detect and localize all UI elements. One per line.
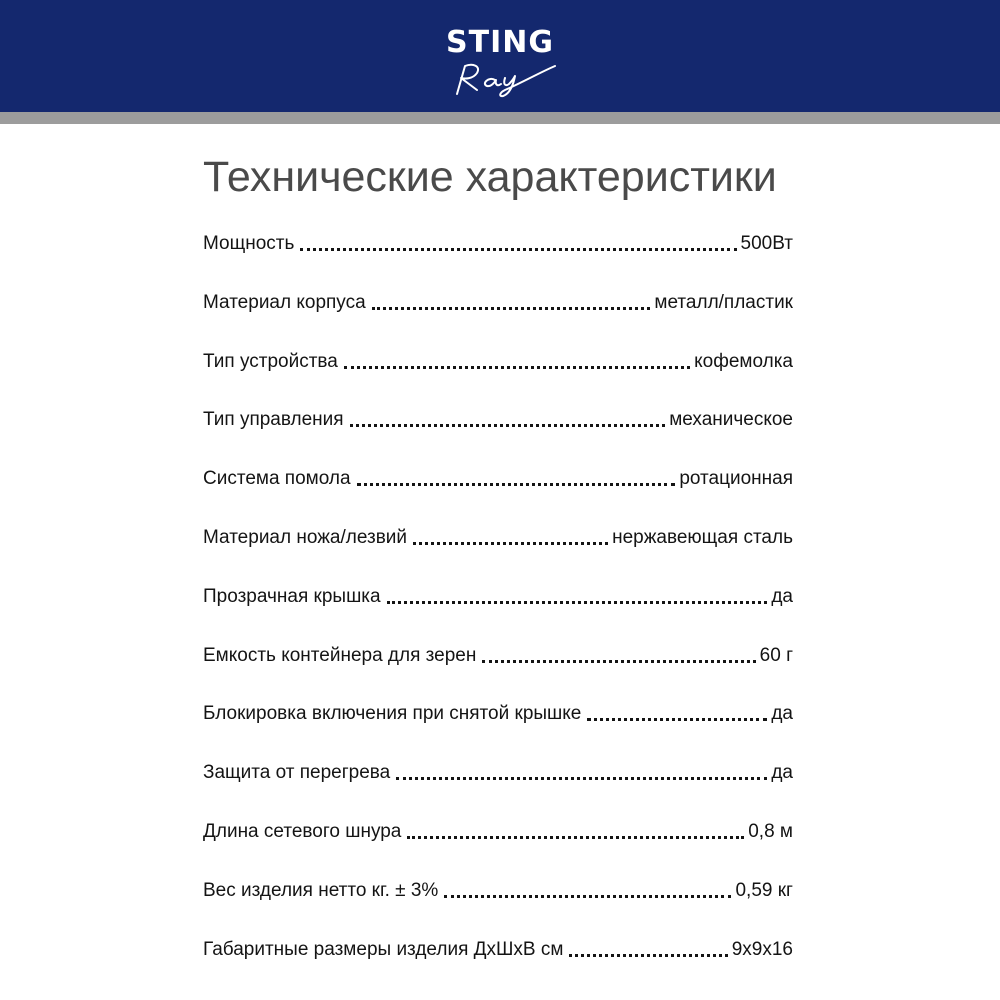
- spec-row: [203, 510, 793, 550]
- spec-row: [203, 334, 793, 374]
- spec-label: Защита от перегрева: [203, 762, 391, 784]
- spec-value: 60 г: [759, 644, 793, 666]
- spec-value: 0,8 м: [748, 821, 793, 842]
- dot-leader: [587, 718, 767, 721]
- dot-leader: [372, 307, 651, 310]
- spec-label: Блокировка включения при снятой крышке: [203, 703, 582, 725]
- spec-label: Прозрачная крышка: [203, 585, 381, 607]
- spec-row: [203, 745, 793, 785]
- spec-row: [203, 686, 793, 726]
- spec-label: Габаритные размеры изделия ДхШхВ см: [203, 938, 564, 960]
- spec-row: [203, 451, 793, 491]
- spec-row: [203, 804, 793, 844]
- spec-label: Мощность: [203, 233, 295, 254]
- spec-value: да: [771, 585, 793, 607]
- spec-label: Длина сетевого шнура: [203, 821, 402, 842]
- spec-label: Материал корпуса: [203, 291, 366, 313]
- dot-leader: [444, 895, 731, 898]
- spec-value: металл/пластик: [654, 291, 793, 313]
- spec-row: [203, 392, 793, 432]
- spec-value: да: [771, 762, 793, 784]
- spec-value: 9х9х16: [731, 938, 793, 960]
- spec-value: 0,59 кг: [735, 879, 793, 901]
- spec-value: да: [771, 703, 793, 725]
- spec-row: [203, 569, 793, 609]
- spec-row: [203, 275, 793, 315]
- dot-leader: [396, 777, 767, 780]
- header-bar: [0, 0, 1000, 112]
- dot-leader: [350, 424, 666, 427]
- dot-leader: [387, 601, 768, 604]
- spec-label: Тип устройства: [203, 350, 338, 372]
- page-title: Технические характеристики: [203, 153, 777, 201]
- dot-leader: [344, 366, 690, 369]
- spec-value: 500Вт: [740, 233, 793, 254]
- header-stripe: [0, 112, 1000, 124]
- dot-leader: [407, 836, 744, 839]
- spec-row: [203, 922, 793, 962]
- spec-value: ротационная: [679, 468, 793, 490]
- logo-script-ray: [443, 60, 563, 100]
- dot-leader: [300, 248, 736, 251]
- spec-value: нержавеющая сталь: [612, 527, 793, 548]
- spec-value: кофемолка: [694, 350, 793, 372]
- logo-wordmark: STING: [446, 25, 554, 60]
- spec-label: Тип управления: [203, 409, 344, 431]
- spec-label: Материал ножа/лезвий: [203, 527, 408, 548]
- spec-row: [203, 216, 793, 256]
- spec-row: [203, 628, 793, 668]
- dot-leader: [357, 483, 676, 486]
- dot-leader: [413, 542, 608, 545]
- spec-label: Система помола: [203, 468, 351, 490]
- dot-leader: [482, 660, 755, 663]
- sting-ray-logo: [425, 26, 575, 102]
- spec-value: механическое: [669, 409, 793, 431]
- spec-label: Емкость контейнера для зерен: [203, 644, 477, 666]
- spec-row: [203, 863, 793, 903]
- dot-leader: [569, 954, 727, 957]
- spec-label: Вес изделия нетто кг. ± 3%: [203, 879, 439, 901]
- spec-list: [203, 216, 793, 976]
